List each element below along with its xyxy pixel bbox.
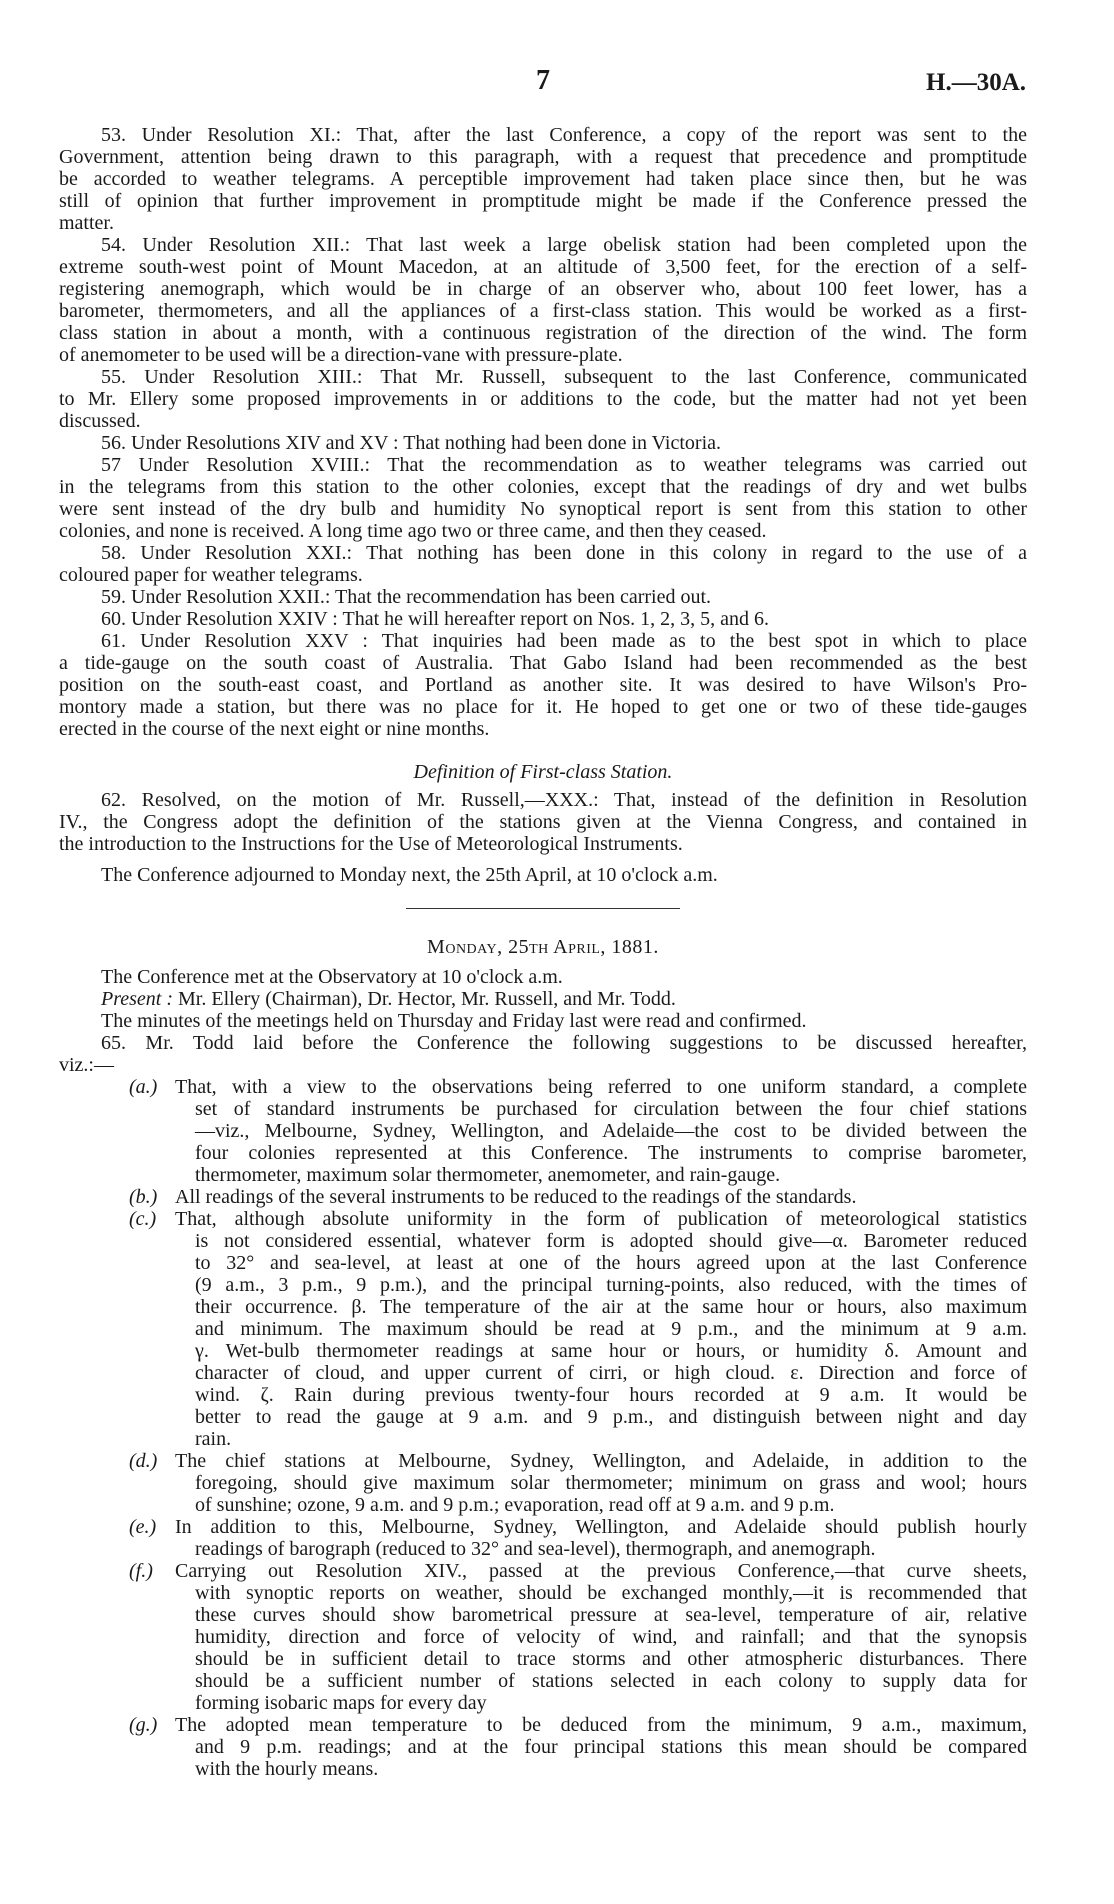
text-line: 62. Resolved, on the motion of Mr. Russell,—XXX.: That, instead of the definition in Resolution	[101, 789, 1027, 811]
text-line: position on the south-east coast, and Portland as another site. It was desired to have Wilson's Pro-	[59, 674, 1027, 696]
text-line: 58. Under Resolution XXI.: That nothing has been done in this colony in regard to the use of a	[101, 542, 1027, 564]
text-line: γ. Wet-bulb thermometer readings at same hour or hours, or humidity δ. Amount and	[195, 1340, 1027, 1362]
text-line: coloured paper for weather telegrams.	[59, 564, 363, 586]
text-line: still of opinion that further improvement in promptitude might be made if the Conference pressed the	[59, 190, 1027, 212]
section-divider	[406, 908, 680, 909]
list-item	[129, 1186, 1027, 1208]
text-line: 65. Mr. Todd laid before the Conference the following suggestions to be discussed hereafter,	[101, 1032, 1027, 1054]
item-label: (a.)	[129, 1076, 158, 1098]
text-line: and 9 p.m. readings; and at the four principal stations this mean should be compared	[195, 1736, 1027, 1758]
text-line: of sunshine; ozone, 9 a.m. and 9 p.m.; evaporation, read off at 9 a.m. and 9 p.m.	[195, 1494, 835, 1516]
text-line: with synoptic reports on weather, should be exchanged monthly,—it is recommended that	[195, 1582, 1027, 1604]
text-line: 54. Under Resolution XII.: That last week a large obelisk station had been completed upon the	[101, 234, 1027, 256]
text-line: these curves should show barometrical pressure at sea-level, temperature of air, relative	[195, 1604, 1027, 1626]
paragraph	[59, 454, 1027, 542]
paragraph	[59, 542, 1027, 586]
text-line: readings of barograph (reduced to 32° and sea-level), thermograph, and anemograph.	[195, 1538, 876, 1560]
text-line: in the telegrams from this station to the other colonies, except that the readings of dry and wet bulbs	[59, 476, 1027, 498]
text-line: That, with a view to the observations being referred to one uniform standard, a complete	[175, 1076, 1027, 1098]
minutes-note: The minutes of the meetings held on Thursday and Friday last were read and confirmed.	[101, 1010, 807, 1032]
paragraph	[59, 630, 1027, 740]
text-line: better to read the gauge at 9 a.m. and 9 p.m., and distinguish between night and day	[195, 1406, 1027, 1428]
text-line: forming isobaric maps for every day	[195, 1692, 487, 1714]
text-line: wind. ζ. Rain during previous twenty-four hours recorded at 9 a.m. It would be	[195, 1384, 1027, 1406]
text-line: extreme south-west point of Mount Macedon, at an altitude of 3,500 feet, for the erection of a self-	[59, 256, 1027, 278]
paragraph	[59, 366, 1027, 432]
paragraph	[59, 124, 1027, 234]
item-label: (g.)	[129, 1714, 158, 1736]
text-line: to 32° and sea-level, at least at one of the hours agreed upon at the last Conference	[195, 1252, 1027, 1274]
resolutions-section	[59, 124, 1027, 740]
resolution-62-section	[59, 789, 1027, 855]
text-line: humidity, direction and force of velocity of wind, and rainfall; and that the synopsis	[195, 1626, 1027, 1648]
item-label: (c.)	[129, 1208, 157, 1230]
item-label: (e.)	[129, 1516, 157, 1538]
text-line: —viz., Melbourne, Sydney, Wellington, and Adelaide—the cost to be divided between the	[195, 1120, 1027, 1142]
text-line: Government, attention being drawn to this paragraph, with a request that precedence and promptitude	[59, 146, 1027, 168]
section-heading: Definition of First-class Station.	[413, 761, 673, 783]
text-line: and minimum. The maximum should be read at 9 p.m., and the minimum at 9 a.m.	[195, 1318, 1027, 1340]
text-line: colonies, and none is received. A long time ago two or three came, and then they ceased.	[59, 520, 767, 542]
text-line: a tide-gauge on the south coast of Australia. That Gabo Island had been recommended as the best	[59, 652, 1027, 674]
text-line: matter.	[59, 212, 114, 234]
paragraph	[59, 586, 1027, 608]
text-line: 61. Under Resolution XXV : That inquiries had been made as to the best spot in which to place	[101, 630, 1027, 652]
text-line: That, although absolute uniformity in the form of publication of meteorological statistics	[175, 1208, 1027, 1230]
present-label: Present :	[101, 988, 174, 1010]
text-line: erected in the course of the next eight or nine months.	[59, 718, 490, 740]
list-item	[129, 1208, 1027, 1450]
text-line: 59. Under Resolution XXII.: That the recommendation has been carried out.	[101, 586, 712, 608]
paragraph	[59, 1032, 1027, 1076]
item-label: (d.)	[129, 1450, 158, 1472]
list-item	[129, 1516, 1027, 1560]
paragraph	[59, 432, 1027, 454]
text-line: All readings of the several instruments to be reduced to the readings of the standards.	[175, 1186, 857, 1208]
text-line: IV., the Congress adopt the definition of the stations given at the Vienna Congress, and contained in	[59, 811, 1027, 833]
resolution-65-section	[59, 1032, 1027, 1076]
adjournment-note: The Conference adjourned to Monday next, the 25th April, at 10 o'clock a.m.	[101, 864, 718, 886]
text-line: (9 a.m., 3 p.m., 9 p.m.), and the principal turning-points, also reduced, with the times of	[195, 1274, 1027, 1296]
text-line: Carrying out Resolution XIV., passed at the previous Conference,—that curve sheets,	[175, 1560, 1027, 1582]
text-line: character of cloud, and upper current of cirri, or high cloud. ε. Direction and force of	[195, 1362, 1027, 1384]
meeting-note: The Conference met at the Observatory at 10 o'clock a.m.	[101, 966, 563, 988]
text-line: thermometer, maximum solar thermometer, anemometer, and rain-gauge.	[195, 1164, 781, 1186]
text-line: 57 Under Resolution XVIII.: That the recommendation as to weather telegrams was carried out	[101, 454, 1027, 476]
text-line: discussed.	[59, 410, 141, 432]
list-item	[129, 1450, 1027, 1516]
paragraph	[59, 234, 1027, 366]
text-line: class station in about a month, with a continuous registration of the direction of the wind. The form	[59, 322, 1027, 344]
text-line: foregoing, should give maximum solar thermometer; minimum on grass and wool; hours	[195, 1472, 1027, 1494]
present-names: Mr. Ellery (Chairman), Dr. Hector, Mr. Russell, and Mr. Todd.	[178, 988, 676, 1010]
text-line: 60. Under Resolution XXIV : That he will hereafter report on Nos. 1, 2, 3, 5, and 6.	[101, 608, 770, 630]
text-line: rain.	[195, 1428, 232, 1450]
text-line: were sent instead of the dry bulb and humidity No synoptical report is sent from this station to other	[59, 498, 1027, 520]
suggestions-list	[59, 1076, 1027, 1780]
text-line: set of standard instruments be purchased for circulation between the four chief stations	[195, 1098, 1027, 1120]
text-line: 56. Under Resolutions XIV and XV : That nothing had been done in Victoria.	[101, 432, 722, 454]
text-line: with the hourly means.	[195, 1758, 379, 1780]
text-line: of anemometer to be used will be a direction-vane with pressure-plate.	[59, 344, 623, 366]
text-line: be accorded to weather telegrams. A perceptible improvement had taken place since then, but he was	[59, 168, 1027, 190]
text-line: viz.:—	[59, 1054, 114, 1076]
text-line: In addition to this, Melbourne, Sydney, Wellington, and Adelaide should publish hourly	[175, 1516, 1027, 1538]
document-reference: H.—30A.	[926, 69, 1026, 96]
date-heading: Monday, 25th April, 1881.	[427, 936, 659, 958]
text-line: to Mr. Ellery some proposed improvements in or additions to the code, but the matter had not yet been	[59, 388, 1027, 410]
list-item	[129, 1560, 1027, 1714]
item-label: (b.)	[129, 1186, 158, 1208]
text-line: 55. Under Resolution XIII.: That Mr. Russell, subsequent to the last Conference, communicated	[101, 366, 1027, 388]
present-line	[59, 988, 1027, 1010]
page-body	[59, 124, 1027, 1780]
list-item	[129, 1076, 1027, 1186]
paragraph	[59, 789, 1027, 855]
text-line: should be in sufficient detail to trace storms and other atmospheric disturbances. There	[195, 1648, 1027, 1670]
text-line: 53. Under Resolution XI.: That, after the last Conference, a copy of the report was sent to the	[101, 124, 1027, 146]
list-item	[129, 1714, 1027, 1780]
text-line: four colonies represented at this Conference. The instruments to comprise barometer,	[195, 1142, 1027, 1164]
text-line: the introduction to the Instructions for the Use of Meteorological Instruments.	[59, 833, 683, 855]
item-label: (f.)	[129, 1560, 153, 1582]
text-line: should be a sufficient number of stations selected in each colony to supply data for	[195, 1670, 1027, 1692]
text-line: montory made a station, but there was no place for it. He hoped to get one or two of these tide-gauges	[59, 696, 1027, 718]
text-line: barometer, thermometers, and all the appliances of a first-class station. This would be worked as a first-	[59, 300, 1027, 322]
paragraph	[59, 608, 1027, 630]
text-line: their occurrence. β. The temperature of the air at the same hour or hours, also maximum	[195, 1296, 1027, 1318]
text-line: is not considered essential, whatever form is adopted should give—α. Barometer reduced	[195, 1230, 1027, 1252]
page-number: 7	[536, 65, 550, 96]
text-line: registering anemograph, which would be in charge of an observer who, about 100 feet lower, has a	[59, 278, 1027, 300]
text-line: The chief stations at Melbourne, Sydney, Wellington, and Adelaide, in addition to the	[175, 1450, 1027, 1472]
text-line: The adopted mean temperature to be deduced from the minimum, 9 a.m., maximum,	[175, 1714, 1027, 1736]
